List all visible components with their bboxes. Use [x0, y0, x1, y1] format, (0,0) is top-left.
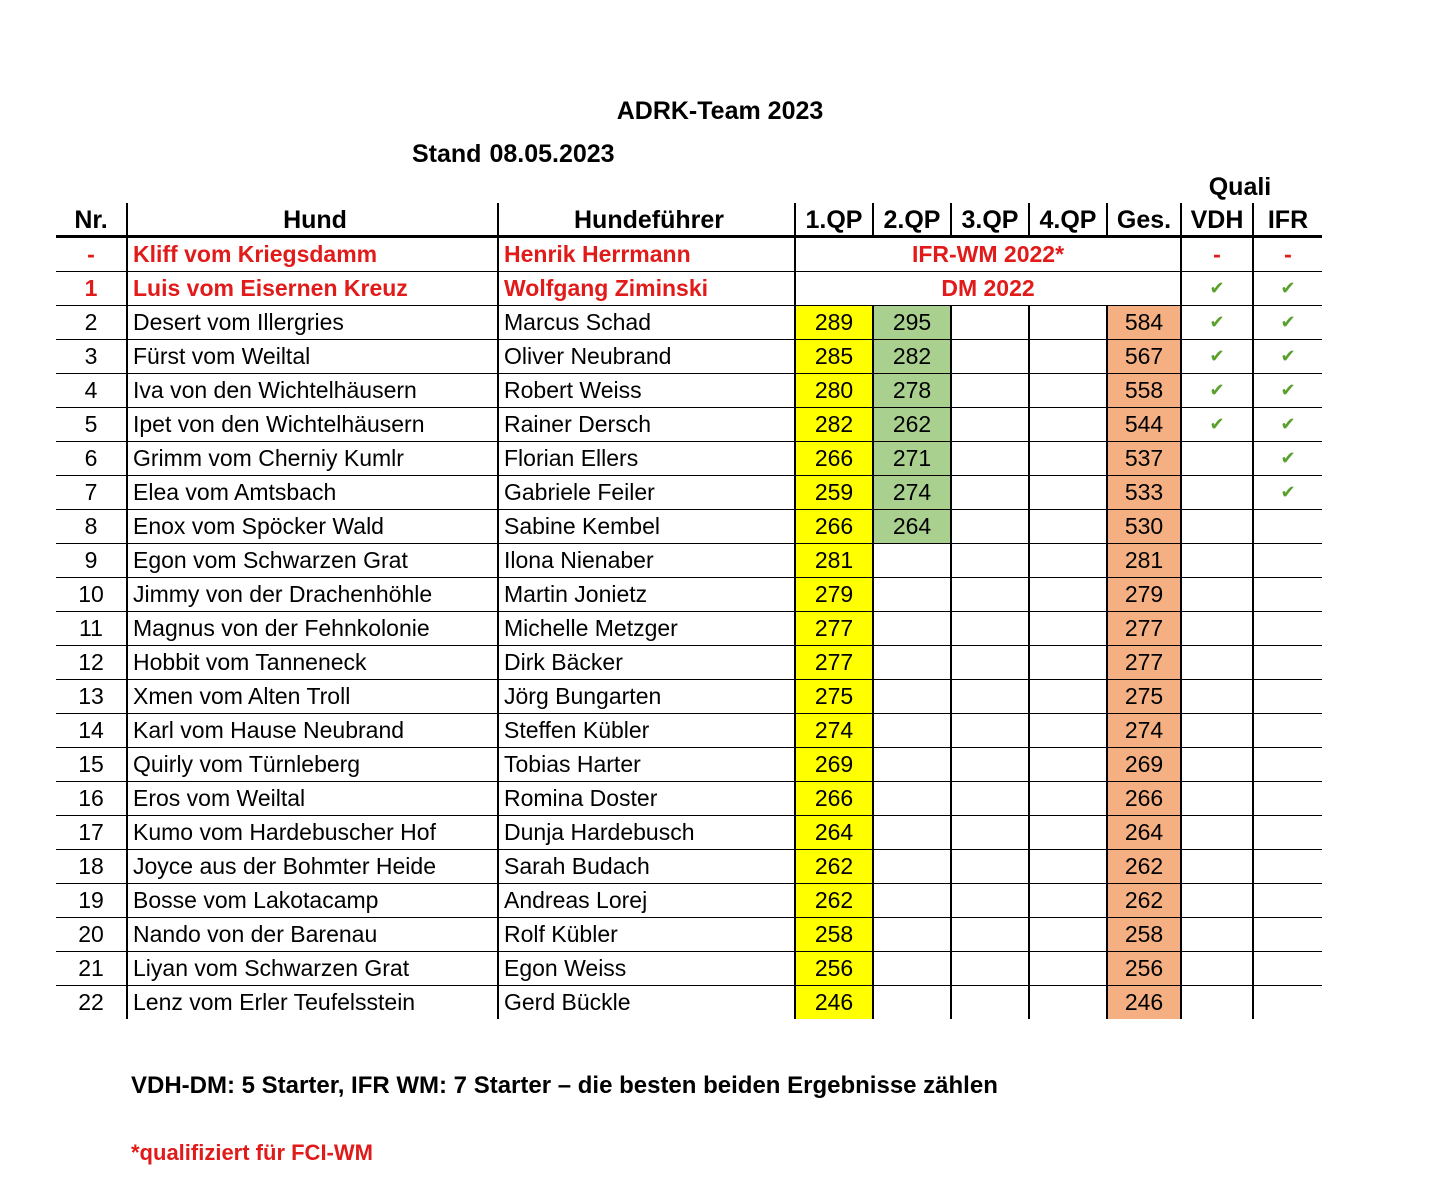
table-row — [56, 714, 1322, 748]
row-qp2: 274 — [873, 476, 951, 510]
row-qp4 — [1029, 306, 1107, 340]
row-nr: 21 — [56, 952, 127, 986]
row-ges: 277 — [1107, 612, 1181, 646]
row-qp2: 271 — [873, 442, 951, 476]
row-hundefuehrer: Sabine Kembel — [498, 510, 795, 544]
row-vdh-check-icon: ✔ — [1181, 306, 1253, 340]
table-row — [56, 510, 1322, 544]
row-hund: Eros vom Weiltal — [127, 782, 498, 816]
row-qp2 — [873, 748, 951, 782]
row-hundefuehrer: Dunja Hardebusch — [498, 816, 795, 850]
row-qp4 — [1029, 748, 1107, 782]
row-qp1: 258 — [795, 918, 873, 952]
row-vdh-check-icon — [1181, 748, 1253, 782]
row-qp3 — [951, 782, 1029, 816]
row-vdh-check-icon — [1181, 442, 1253, 476]
row-qp2 — [873, 680, 951, 714]
row-ges: 567 — [1107, 340, 1181, 374]
row-qp1: 289 — [795, 306, 873, 340]
row-hund: Lenz vom Erler Teufelsstein — [127, 986, 498, 1020]
row-hund: Joyce aus der Bohmter Heide — [127, 850, 498, 884]
header-ges: Ges. — [1107, 203, 1181, 237]
table-row — [56, 476, 1322, 510]
row-ifr-check-icon — [1253, 612, 1322, 646]
row-ges: 264 — [1107, 816, 1181, 850]
row-qp3 — [951, 714, 1029, 748]
row-ifr-check-icon — [1253, 782, 1322, 816]
row-ifr-check-icon: ✔ — [1253, 442, 1322, 476]
row-vdh-check-icon — [1181, 986, 1253, 1020]
row-qp1: 285 — [795, 340, 873, 374]
row-qp4 — [1029, 680, 1107, 714]
row-nr: 5 — [56, 408, 127, 442]
row-hund: Elea vom Amtsbach — [127, 476, 498, 510]
row-ges: 274 — [1107, 714, 1181, 748]
row-qp3 — [951, 612, 1029, 646]
row-qp4 — [1029, 442, 1107, 476]
row-qp4 — [1029, 408, 1107, 442]
row-ifr-check-icon: ✔ — [1253, 374, 1322, 408]
row-vdh-check-icon: ✔ — [1181, 408, 1253, 442]
row-nr: 18 — [56, 850, 127, 884]
row-ges: 584 — [1107, 306, 1181, 340]
row-qp3 — [951, 646, 1029, 680]
row-hundefuehrer: Rolf Kübler — [498, 918, 795, 952]
row-nr: 20 — [56, 918, 127, 952]
row-nr: 1 — [56, 272, 127, 306]
row-ges: 277 — [1107, 646, 1181, 680]
table-row — [56, 408, 1322, 442]
row-ifr: - — [1253, 237, 1322, 272]
row-qp1: 264 — [795, 816, 873, 850]
row-qp3 — [951, 748, 1029, 782]
header-row — [56, 203, 1322, 237]
footer-note: VDH-DM: 5 Starter, IFR WM: 7 Starter – die besten beiden Ergebnisse zählen — [131, 1072, 998, 1099]
row-nr: 16 — [56, 782, 127, 816]
row-note: IFR-WM 2022* — [795, 237, 1181, 272]
row-qp1: 266 — [795, 782, 873, 816]
row-qp3 — [951, 816, 1029, 850]
row-hund: Nando von der Barenau — [127, 918, 498, 952]
row-vdh-check-icon — [1181, 476, 1253, 510]
table-row-special — [56, 237, 1322, 272]
row-qp2 — [873, 578, 951, 612]
table-row — [56, 782, 1322, 816]
row-hund: Magnus von der Fehnkolonie — [127, 612, 498, 646]
row-nr: 2 — [56, 306, 127, 340]
row-ges: 533 — [1107, 476, 1181, 510]
row-nr: 11 — [56, 612, 127, 646]
row-qp3 — [951, 680, 1029, 714]
row-hund: Hobbit vom Tanneneck — [127, 646, 498, 680]
table-row-special — [56, 272, 1322, 306]
row-ifr-check-icon — [1253, 680, 1322, 714]
row-ifr-check-icon: ✔ — [1253, 340, 1322, 374]
row-qp2 — [873, 850, 951, 884]
row-ifr-check-icon — [1253, 884, 1322, 918]
table-row — [56, 340, 1322, 374]
ranking-table — [56, 203, 1322, 1019]
row-note: DM 2022 — [795, 272, 1181, 306]
row-ges: 530 — [1107, 510, 1181, 544]
header-qp3: 3.QP — [951, 203, 1029, 237]
row-ges: 275 — [1107, 680, 1181, 714]
table-row — [56, 952, 1322, 986]
row-hundefuehrer: Henrik Herrmann — [498, 237, 795, 272]
row-ges: 281 — [1107, 544, 1181, 578]
row-hund: Grimm vom Cherniy Kumlr — [127, 442, 498, 476]
row-qp2 — [873, 816, 951, 850]
quali-header: Quali — [1208, 173, 1272, 201]
row-hundefuehrer: Wolfgang Ziminski — [498, 272, 795, 306]
row-qp3 — [951, 510, 1029, 544]
row-ifr-check-icon: ✔ — [1253, 306, 1322, 340]
row-vdh-check-icon — [1181, 952, 1253, 986]
row-qp3 — [951, 306, 1029, 340]
table-row — [56, 442, 1322, 476]
row-qp4 — [1029, 850, 1107, 884]
row-hund: Ipet von den Wichtelhäusern — [127, 408, 498, 442]
row-hund: Kliff vom Kriegsdamm — [127, 237, 498, 272]
row-qp1: 281 — [795, 544, 873, 578]
row-hund: Desert vom Illergries — [127, 306, 498, 340]
row-qp3 — [951, 884, 1029, 918]
row-ifr-check-icon — [1253, 816, 1322, 850]
row-ges: 262 — [1107, 884, 1181, 918]
row-qp2 — [873, 918, 951, 952]
row-qp2 — [873, 986, 951, 1020]
row-qp3 — [951, 850, 1029, 884]
header-qp4: 4.QP — [1029, 203, 1107, 237]
row-hund: Bosse vom Lakotacamp — [127, 884, 498, 918]
row-vdh-check-icon — [1181, 612, 1253, 646]
row-hundefuehrer: Ilona Nienaber — [498, 544, 795, 578]
table-row — [56, 748, 1322, 782]
table-row — [56, 578, 1322, 612]
header-nr: Nr. — [56, 203, 127, 237]
row-ifr-check-icon — [1253, 544, 1322, 578]
row-qp3 — [951, 952, 1029, 986]
row-qp3 — [951, 408, 1029, 442]
row-qp4 — [1029, 544, 1107, 578]
row-nr: 3 — [56, 340, 127, 374]
row-qp3 — [951, 340, 1029, 374]
row-qp4 — [1029, 340, 1107, 374]
row-hundefuehrer: Andreas Lorej — [498, 884, 795, 918]
table-row — [56, 612, 1322, 646]
row-hundefuehrer: Egon Weiss — [498, 952, 795, 986]
row-qp4 — [1029, 612, 1107, 646]
row-ges: 558 — [1107, 374, 1181, 408]
table-row — [56, 816, 1322, 850]
row-hundefuehrer: Florian Ellers — [498, 442, 795, 476]
row-ges: 258 — [1107, 918, 1181, 952]
table-row — [56, 884, 1322, 918]
row-hund: Enox vom Spöcker Wald — [127, 510, 498, 544]
row-ges: 266 — [1107, 782, 1181, 816]
row-qp1: 266 — [795, 442, 873, 476]
row-ifr-check-icon — [1253, 510, 1322, 544]
row-qp4 — [1029, 646, 1107, 680]
row-qp2: 282 — [873, 340, 951, 374]
row-qp1: 275 — [795, 680, 873, 714]
row-hundefuehrer: Sarah Budach — [498, 850, 795, 884]
row-qp2: 295 — [873, 306, 951, 340]
row-nr: 12 — [56, 646, 127, 680]
row-vdh-check-icon: ✔ — [1181, 374, 1253, 408]
row-ifr-check-icon: ✔ — [1253, 476, 1322, 510]
row-nr: 13 — [56, 680, 127, 714]
row-hund: Kumo vom Hardebuscher Hof — [127, 816, 498, 850]
row-ifr-check-icon — [1253, 578, 1322, 612]
row-nr: 10 — [56, 578, 127, 612]
header-hundefuehrer: Hundeführer — [498, 203, 795, 237]
row-qp1: 269 — [795, 748, 873, 782]
row-qp3 — [951, 986, 1029, 1020]
row-qp1: 277 — [795, 646, 873, 680]
row-hundefuehrer: Martin Jonietz — [498, 578, 795, 612]
row-qp2 — [873, 612, 951, 646]
row-qp3 — [951, 374, 1029, 408]
row-qp4 — [1029, 884, 1107, 918]
row-hund: Quirly vom Türnleberg — [127, 748, 498, 782]
row-qp4 — [1029, 510, 1107, 544]
row-vdh-check-icon: ✔ — [1181, 272, 1253, 306]
table-row — [56, 646, 1322, 680]
header-qp1: 1.QP — [795, 203, 873, 237]
row-qp3 — [951, 918, 1029, 952]
row-nr: 6 — [56, 442, 127, 476]
row-hundefuehrer: Michelle Metzger — [498, 612, 795, 646]
row-hundefuehrer: Jörg Bungarten — [498, 680, 795, 714]
row-ges: 269 — [1107, 748, 1181, 782]
row-nr: 14 — [56, 714, 127, 748]
row-nr: 22 — [78, 989, 104, 1015]
table-row — [56, 850, 1322, 884]
row-qp2 — [873, 782, 951, 816]
row-vdh-check-icon — [1181, 918, 1253, 952]
row-nr: - — [56, 237, 127, 272]
row-qp1: 282 — [795, 408, 873, 442]
row-hundefuehrer: Gerd Bückle — [498, 986, 795, 1020]
row-vdh-check-icon — [1181, 510, 1253, 544]
row-vdh-check-icon — [1181, 850, 1253, 884]
row-qp2: 278 — [873, 374, 951, 408]
row-vdh-check-icon — [1181, 544, 1253, 578]
row-nr: 7 — [56, 476, 127, 510]
row-qp1: 262 — [795, 850, 873, 884]
row-ges: 544 — [1107, 408, 1181, 442]
footer-asterisk-note: *qualifiziert für FCI-WM — [131, 1140, 373, 1165]
stand-line — [412, 140, 615, 169]
table-row — [56, 544, 1322, 578]
table-row — [56, 986, 1322, 1020]
row-hundefuehrer: Steffen Kübler — [498, 714, 795, 748]
table-row — [56, 306, 1322, 340]
row-ges: 279 — [1107, 578, 1181, 612]
row-qp1: 279 — [795, 578, 873, 612]
row-qp2 — [873, 884, 951, 918]
row-qp2 — [873, 544, 951, 578]
row-vdh-check-icon — [1181, 816, 1253, 850]
row-hundefuehrer: Oliver Neubrand — [498, 340, 795, 374]
row-qp3 — [951, 442, 1029, 476]
row-qp4 — [1029, 374, 1107, 408]
header-vdh: VDH — [1181, 203, 1253, 237]
row-hundefuehrer: Marcus Schad — [498, 306, 795, 340]
row-qp1: 246 — [795, 986, 873, 1020]
row-ifr-check-icon — [1253, 986, 1322, 1020]
row-hund: Fürst vom Weiltal — [127, 340, 498, 374]
row-nr: 19 — [56, 884, 127, 918]
row-vdh-check-icon — [1181, 680, 1253, 714]
row-qp4 — [1029, 782, 1107, 816]
row-hundefuehrer: Romina Doster — [498, 782, 795, 816]
row-vdh-check-icon — [1181, 714, 1253, 748]
row-vdh-check-icon — [1181, 578, 1253, 612]
row-vdh-check-icon — [1181, 782, 1253, 816]
row-qp2 — [873, 714, 951, 748]
row-hund: Egon vom Schwarzen Grat — [127, 544, 498, 578]
row-qp4 — [1029, 952, 1107, 986]
row-ges: 256 — [1107, 952, 1181, 986]
table-row — [56, 374, 1322, 408]
row-qp1: 259 — [795, 476, 873, 510]
table-row — [56, 680, 1322, 714]
row-qp2 — [873, 646, 951, 680]
row-qp4 — [1029, 714, 1107, 748]
row-ifr-check-icon: ✔ — [1253, 408, 1322, 442]
row-qp1: 274 — [795, 714, 873, 748]
row-ifr-check-icon — [1253, 918, 1322, 952]
row-nr: 15 — [56, 748, 127, 782]
row-hundefuehrer: Rainer Dersch — [498, 408, 795, 442]
row-qp1: 266 — [795, 510, 873, 544]
row-qp4 — [1029, 986, 1107, 1020]
row-ifr-check-icon — [1253, 850, 1322, 884]
row-nr: 4 — [56, 374, 127, 408]
header-qp2: 2.QP — [873, 203, 951, 237]
row-ifr-check-icon — [1253, 952, 1322, 986]
row-qp3 — [951, 476, 1029, 510]
row-qp3 — [951, 578, 1029, 612]
stand-date: 08.05.2023 — [489, 140, 615, 168]
row-hund: Karl vom Hause Neubrand — [127, 714, 498, 748]
row-nr: 8 — [56, 510, 127, 544]
row-hund: Iva von den Wichtelhäusern — [127, 374, 498, 408]
row-qp2 — [873, 952, 951, 986]
row-hundefuehrer: Robert Weiss — [498, 374, 795, 408]
row-hundefuehrer: Gabriele Feiler — [498, 476, 795, 510]
header-hund: Hund — [127, 203, 498, 237]
row-qp1: 277 — [795, 612, 873, 646]
row-qp4 — [1029, 816, 1107, 850]
row-qp1: 262 — [795, 884, 873, 918]
row-ges: 262 — [1107, 850, 1181, 884]
header-ifr: IFR — [1253, 203, 1322, 237]
row-hund: Xmen vom Alten Troll — [127, 680, 498, 714]
page-title: ADRK-Team 2023 — [616, 97, 824, 125]
row-hund: Luis vom Eisernen Kreuz — [127, 272, 498, 306]
row-hund: Liyan vom Schwarzen Grat — [127, 952, 498, 986]
row-vdh-check-icon — [1181, 884, 1253, 918]
row-ifr-check-icon — [1253, 646, 1322, 680]
row-nr: 9 — [56, 544, 127, 578]
row-hundefuehrer: Tobias Harter — [498, 748, 795, 782]
row-nr: 17 — [56, 816, 127, 850]
stand-label: Stand — [412, 140, 482, 168]
row-ifr-check-icon: ✔ — [1253, 272, 1322, 306]
row-ifr-check-icon — [1253, 714, 1322, 748]
row-ifr-check-icon — [1253, 748, 1322, 782]
row-vdh-check-icon: ✔ — [1181, 340, 1253, 374]
row-qp2: 262 — [873, 408, 951, 442]
row-vdh: - — [1181, 237, 1253, 272]
row-ges: 246 — [1107, 986, 1181, 1020]
table-row — [56, 918, 1322, 952]
row-qp4 — [1029, 918, 1107, 952]
row-hundefuehrer: Dirk Bäcker — [498, 646, 795, 680]
row-qp1: 256 — [795, 952, 873, 986]
row-hund: Jimmy von der Drachenhöhle — [127, 578, 498, 612]
row-qp2: 264 — [873, 510, 951, 544]
row-qp1: 280 — [795, 374, 873, 408]
row-qp3 — [951, 544, 1029, 578]
row-ges: 537 — [1107, 442, 1181, 476]
row-qp4 — [1029, 476, 1107, 510]
row-qp4 — [1029, 578, 1107, 612]
row-vdh-check-icon — [1181, 646, 1253, 680]
